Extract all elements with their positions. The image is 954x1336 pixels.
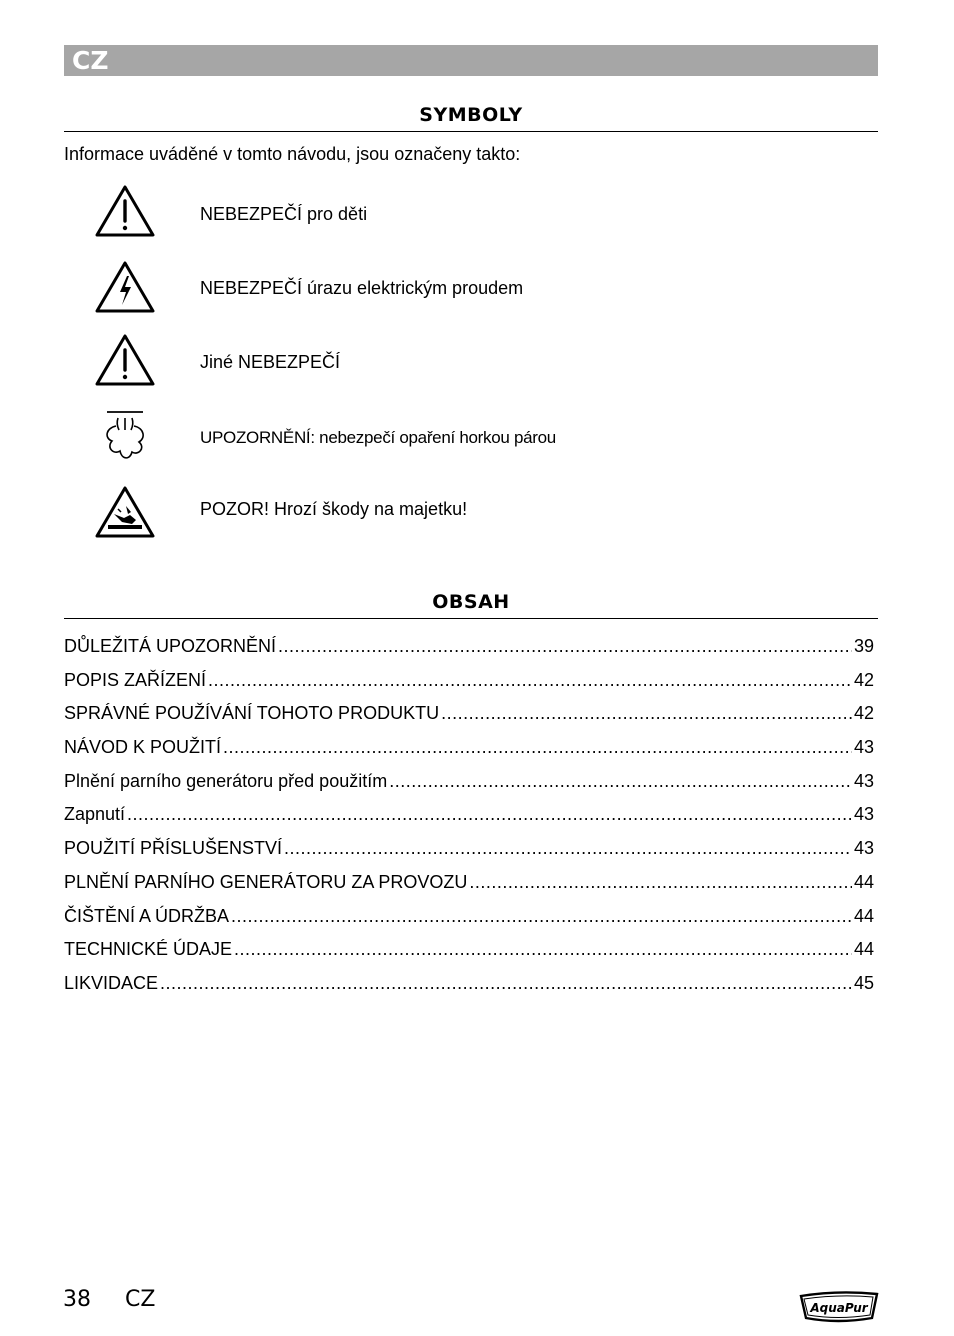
toc-entry-page: 43 xyxy=(853,838,874,859)
symbol-row xyxy=(64,259,878,329)
property-damage-icon xyxy=(94,484,156,540)
toc-entry[interactable] xyxy=(64,636,874,670)
toc-leader-dots xyxy=(441,703,852,724)
page-number: 38 xyxy=(63,1287,91,1312)
language-code: CZ xyxy=(72,46,109,75)
toc-entry[interactable] xyxy=(64,906,874,940)
toc-entry-label: PLNĚNÍ PARNÍHO GENERÁTORU ZA PROVOZU xyxy=(64,871,468,892)
toc-entry[interactable] xyxy=(64,939,874,973)
symbol-text: POZOR! Hrozí škody na majetku! xyxy=(200,499,468,519)
toc-leader-dots xyxy=(234,939,852,960)
footer-language: CZ xyxy=(125,1287,156,1312)
toc-entry[interactable] xyxy=(64,872,874,906)
toc-entry[interactable] xyxy=(64,771,874,805)
toc-entry-label: Plnění parního generátoru před použitím xyxy=(64,770,388,791)
toc-entry-page: 45 xyxy=(853,972,874,993)
toc-entry[interactable] xyxy=(64,838,874,872)
toc-leader-dots xyxy=(231,906,852,927)
toc-entry[interactable] xyxy=(64,670,874,704)
contents-divider xyxy=(64,618,878,619)
symbol-text: NEBEZPEČÍ pro děti xyxy=(200,204,368,224)
toc-entry-label: DŮLEŽITÁ UPOZORNĚNÍ xyxy=(64,636,277,656)
symbols-intro: Informace uváděné v tomto návodu, jsou označeny takto: xyxy=(64,144,521,164)
toc-entry[interactable] xyxy=(64,973,874,1007)
toc-entry[interactable] xyxy=(64,703,874,737)
toc-entry-label: LIKVIDACE xyxy=(64,972,159,993)
symbol-text: NEBEZPEČÍ úrazu elektrickým proudem xyxy=(200,278,524,298)
toc-entry-page: 44 xyxy=(853,871,874,892)
footer-page-info xyxy=(63,1287,189,1312)
toc-leader-dots xyxy=(223,737,852,758)
hot-steam-icon xyxy=(94,408,156,464)
symbol-text: Jiné NEBEZPEČÍ xyxy=(200,352,341,372)
toc-leader-dots xyxy=(160,973,852,994)
electric-hazard-icon xyxy=(94,259,156,315)
toc-leader-dots xyxy=(278,636,852,657)
symbol-row xyxy=(64,484,878,554)
toc-entry-label: TECHNICKÉ ÚDAJE xyxy=(64,939,233,960)
symbols-title: SYMBOLY xyxy=(419,104,523,126)
brand-logo-text: AquaPur xyxy=(810,1301,868,1315)
toc-leader-dots xyxy=(127,804,852,825)
symbol-row xyxy=(64,332,878,402)
toc-entry-page: 43 xyxy=(853,770,874,791)
toc-leader-dots xyxy=(208,670,852,691)
toc-entry-page: 39 xyxy=(853,636,874,656)
symbols-divider xyxy=(64,131,878,132)
toc-entry-label: ČIŠTĚNÍ A ÚDRŽBA xyxy=(64,905,230,926)
symbol-row xyxy=(64,183,878,253)
table-of-contents xyxy=(64,636,874,1007)
toc-entry-label: NÁVOD K POUŽITÍ xyxy=(64,737,222,758)
toc-entry-label: POUŽITÍ PŘÍSLUŠENSTVÍ xyxy=(64,838,283,859)
toc-leader-dots xyxy=(389,771,852,792)
toc-entry-label: Zapnutí xyxy=(64,804,126,825)
toc-entry-label: POPIS ZAŘÍZENÍ xyxy=(64,669,207,690)
symbol-text: UPOZORNĚNÍ: nebezpečí opaření horkou párou xyxy=(200,428,556,447)
toc-entry-label: SPRÁVNÉ POUŽÍVÁNÍ TOHOTO PRODUKTU xyxy=(64,703,440,724)
warning-triangle-icon xyxy=(94,183,156,239)
brand-logo xyxy=(798,1288,880,1324)
toc-entry-page: 42 xyxy=(853,703,874,724)
toc-leader-dots xyxy=(469,872,852,893)
symbol-row xyxy=(64,408,878,478)
toc-entry-page: 43 xyxy=(853,804,874,825)
toc-leader-dots xyxy=(284,838,852,859)
toc-entry[interactable] xyxy=(64,804,874,838)
toc-entry[interactable] xyxy=(64,737,874,771)
warning-triangle-icon xyxy=(94,332,156,388)
contents-title: OBSAH xyxy=(432,591,510,613)
language-header-bar xyxy=(64,45,878,76)
toc-entry-page: 42 xyxy=(853,669,874,690)
toc-entry-page: 44 xyxy=(853,939,874,960)
toc-entry-page: 43 xyxy=(853,737,874,758)
toc-entry-page: 44 xyxy=(853,905,874,926)
